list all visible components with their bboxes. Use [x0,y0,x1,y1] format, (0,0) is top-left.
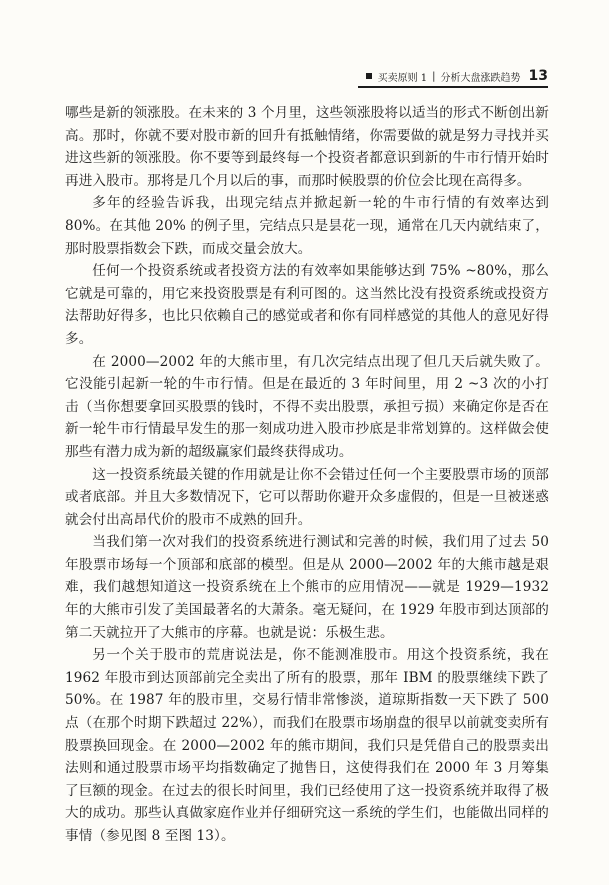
header-separator: | [432,70,436,82]
running-header [358,66,548,86]
paragraph: 哪些是新的领涨股。在未来的 3 个月里，这些领涨股将以适当的形式不断创出新高。那时，你就不要对股市新的回升有抵触情绪，你需要做的就是努力寻找并买进这些新的领涨股。你不要等到最终每一个投资者都意识到新的牛市行情开始时再进入股市。那将是几个月以后的事，而那时候股票的价位会比现在高得多。 [65,105,549,189]
header-square-icon [366,73,372,79]
header-chapter: 买卖原则 1 [377,72,428,84]
paragraph: 在 2000—2002 年的大熊市里，有几次完结点出现了但几天后就失败了。它没能引起新一轮的牛市行情。但是在最近的 3 年时间里，用 2 ~3 次的小打击（当你想要拿回买股票的钱时，不得不卖出股票，承担亏损）来确定你是否在新一轮牛市行情最早发生的那一刻成功进入股市抄底是非常划算的。这样做会使那些有潜力成为新的超级赢家们最终获得成功。 [65,353,549,460]
page-body [65,102,549,848]
header-section: 分析大盘涨跌趋势 [440,72,521,84]
paragraph: 当我们第一次对我们的投资系统进行测试和完善的时候，我们用了过去 50 年股票市场每一个顶部和底部的模型。但是从 2000—2002 年的大熊市越是艰难，我们越想知道这一投资系统在上个熊市的应用情况——就是 1929—1932 年的大熊市引发了美国最著名的大萧条。毫无疑问，在 1929 年股市到达顶部的第二天就拉开了大熊市的序幕。也就是说：乐极生悲。 [65,534,549,641]
header-rule [358,86,548,88]
paragraph: 任何一个投资系统或者投资方法的有效率如果能够达到 75% ~80%，那么它就是可靠的，用它来投资股票是有利可图的。这当然比没有投资系统或投资方法帮助好得多，也比只依赖自己的感觉或者和你有同样感觉的其他人的意见好得多。 [65,263,549,347]
paragraph: 多年的经验告诉我，出现完结点并掀起新一轮的牛市行情的有效率达到 80%。在其他 20% 的例子里，完结点只是昙花一现，通常在几天内就结束了，那时股票指数会下跌，而成交量会放大。 [65,195,549,257]
page-number: 13 [528,68,548,84]
paragraph: 这一投资系统最关键的作用就是让你不会错过任何一个主要股票市场的顶部或者底部。并且大多数情况下，它可以帮助你避开众多虚假的，但是一旦被迷惑就会付出高昂代价的股市不成熟的回升。 [65,466,549,528]
paragraph: 另一个关于股市的荒唐说法是，你不能测准股市。用这个投资系统，我在 1962 年股市到达顶部前完全卖出了所有的股票，那年 IBM 的股票继续下跌了 50%。在 1987 年的股市里，交易行情非常惨淡，道琼斯指数一天下跌了 500 点（在那个时期下跌超过 22%），而我们在股票市场崩盘的很早以前就变卖所有股票换回现金。在 2000—2002 年的熊市期间，我们只是凭借自己的股票卖出法则和通过股票市场平均指数确定了抛售日，这使得我们在 2000 年 3 月筹集了巨额的现金。在过去的很长时间里，我们已经使用了这一投资系统并取得了极大的成功。那些认真做家庭作业并仔细研究这一系统的学生们，也能做出同样的事情（参见图 8 至图 13）。 [65,647,549,844]
